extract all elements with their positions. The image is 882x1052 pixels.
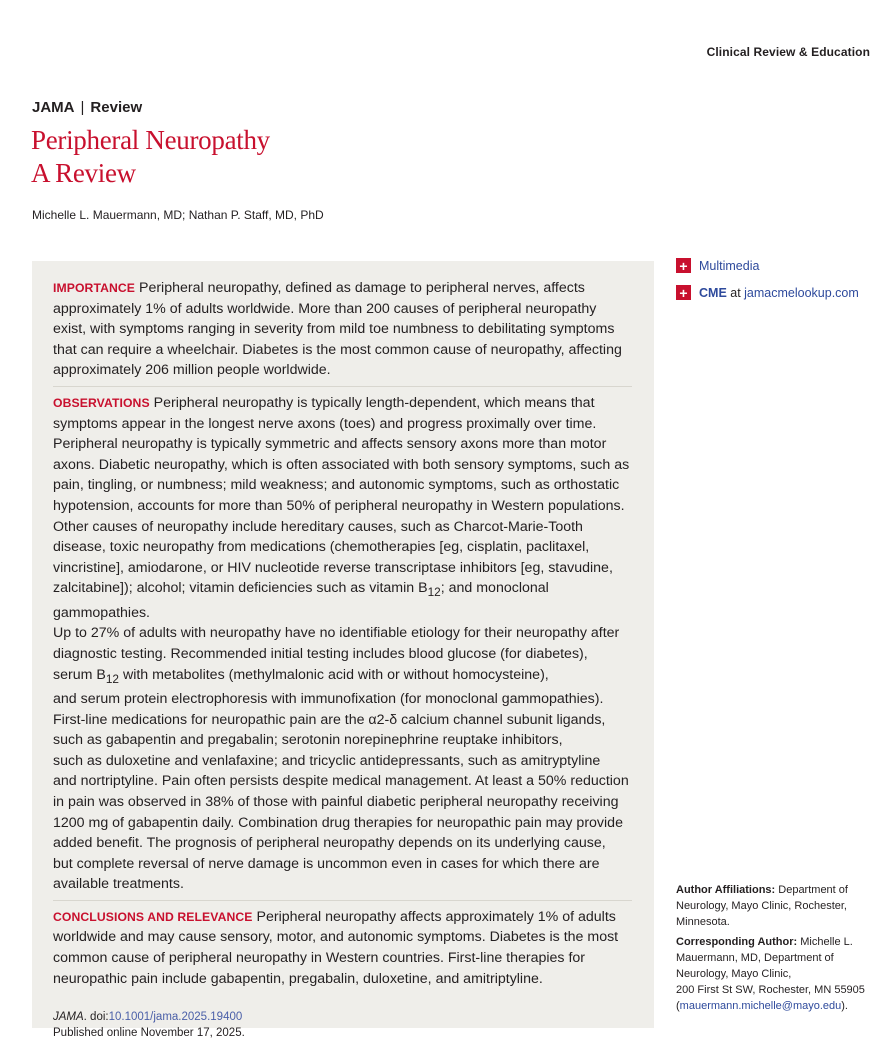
cme-at: at <box>726 285 745 300</box>
cme-label[interactable]: CME <box>699 285 727 300</box>
corresponding-text: Michelle L. Mauermann, MD, Department of Neurology, Mayo Clinic, <box>676 936 853 980</box>
observations-text-i: such as duloxetine and venlafaxine; and tricyclic antidepressants, such as amitryptyline <box>53 752 601 769</box>
citation-journal: JAMA <box>53 1011 84 1024</box>
author-list: Michelle L. Mauermann, MD; Nathan P. Staff, MD, PhD <box>32 208 324 222</box>
observations-text-f: and serum protein electrophoresis with immunofixation (for monoclonal gammopathies). <box>53 690 604 707</box>
observations-text-k: but complete reversal of nerve damage is uncommon even in cases for which there are available treatments. <box>53 855 600 893</box>
abstract-importance <box>53 278 632 381</box>
citation <box>53 1009 632 1041</box>
corresponding-label: Corresponding Author: <box>676 936 798 948</box>
sidebar-links <box>676 258 859 312</box>
doi-link[interactable]: 10.1001/jama.2025.19400 <box>108 1011 243 1024</box>
citation-doi-line <box>53 1009 632 1025</box>
observations-text-g: First-line medications for neuropathic pain are the α2-δ calcium channel subunit ligands, <box>53 711 606 728</box>
observations-text-a: Peripheral neuropathy is typically length-dependent, which means that symptoms appear in the longest nerve axons (toes) and progress proximally over time. Peripheral neuropathy is typically symmetric and affects sensory axons more than motor axons. Diabetic neuropathy, which is often associated with both sensory symptoms, such as pain, tingling, or numbness; mild weakness; and autonomic symptoms, such as orthostatic hypotension, accounts for more than 50% of peripheral neuropathy in Western populations. Other causes of neuropathy include hereditary causes, such as Charcot-Marie-Tooth disease, toxic neuropathy from medications (chemotherapies [eg, cisplatin, paclitaxel, vincristine], amiodarone, or HIV nucleotide reverse transcriptase inhibitors [eg, stavudine, zalcitabine]); alcohol; vitamin deficiencies such as vitamin B <box>53 394 630 597</box>
affiliation-paragraph <box>676 882 872 930</box>
corresponding-address: 200 First St SW, Rochester, MN 55905 ( <box>676 984 865 1012</box>
multimedia-label[interactable]: Multimedia <box>699 258 760 273</box>
multimedia-link[interactable] <box>676 258 859 273</box>
conclusions-text: Peripheral neuropathy affects approximately 1% of adults worldwide and may cause sensory, motor, and autonomic symptoms. Diabetes is the most common cause of peripheral neuropathy in Western countries. First-line therapies for neuropathic pain include gabapentin, pregabalin, duloxetine, and amitriptyline. <box>53 908 619 987</box>
observations-text-e: with metabolites (methylmalonic acid with or without homocysteine), <box>119 666 549 683</box>
observations-text-b: ; and monoclonal gammopathies. <box>53 580 549 621</box>
importance-heading: IMPORTANCE <box>53 281 136 295</box>
publication-date: Published online November 17, 2025. <box>53 1027 245 1040</box>
corresponding-close: ). <box>841 1000 848 1012</box>
cme-link[interactable] <box>676 285 859 300</box>
abstract-conclusions <box>53 900 632 989</box>
author-affiliations <box>676 882 872 1018</box>
conclusions-heading: CONCLUSIONS AND RELEVANCE <box>53 909 253 924</box>
cme-url[interactable]: jamacmelookup.com <box>744 285 859 300</box>
citation-doi-prefix: . doi: <box>83 1011 109 1024</box>
corresponding-email[interactable]: mauermann.michelle@mayo.edu <box>679 1000 842 1012</box>
journal-name: JAMA <box>32 99 75 116</box>
observations-text-d: serum B <box>53 666 106 683</box>
abstract-observations <box>53 386 632 895</box>
observations-text-c: Up to 27% of adults with neuropathy have no identifiable etiology for their neuropathy after diagnostic testing. Recommended initial testing includes blood glucose (for diabetes), <box>53 625 620 662</box>
abstract-box <box>32 261 654 1040</box>
corresponding-author-paragraph <box>676 934 872 1014</box>
subscript-12: 12 <box>427 585 441 600</box>
plus-icon: + <box>676 285 691 300</box>
journal-line <box>32 99 142 116</box>
observations-text-h: such as gabapentin and pregabalin; serotonin norepinephrine reuptake inhibitors, <box>53 732 563 749</box>
title-line-1: Peripheral Neuropathy <box>31 125 270 155</box>
article-title <box>31 124 270 190</box>
plus-icon: + <box>676 258 691 273</box>
title-line-2: A Review <box>31 158 136 188</box>
section-label: Clinical Review & Education <box>706 45 870 59</box>
affiliation-label: Author Affiliations: <box>676 884 776 896</box>
journal-separator: | <box>80 99 85 116</box>
observations-heading: OBSERVATIONS <box>53 395 150 410</box>
importance-text: Peripheral neuropathy, defined as damage to peripheral nerves, affects approximately 1% of adults worldwide. More than 200 causes of peripheral neuropathy exist, with symptoms ranging in severity from mild toe numbness to debilitating symptoms that can require a wheelchair. Diabetes is the most common cause of neuropathy, affecting approximately 206 million people worldwide. <box>53 280 622 379</box>
subscript-12: 12 <box>105 671 119 686</box>
article-type: Review <box>90 99 143 116</box>
affiliation-text: Department of Neurology, Mayo Clinic, Rochester, Minnesota. <box>676 884 848 928</box>
observations-text-j: and nortriptyline. Pain often persists despite medical management. At least a 50% reduction in pain was observed in 38% of those with painful diabetic peripheral neuropathy receiving 1200 mg of gabapentin daily. Combination drug therapies for neuropathic pain may provide added benefit. The prognosis of peripheral neuropathy depends on its underlying cause, <box>53 773 629 852</box>
